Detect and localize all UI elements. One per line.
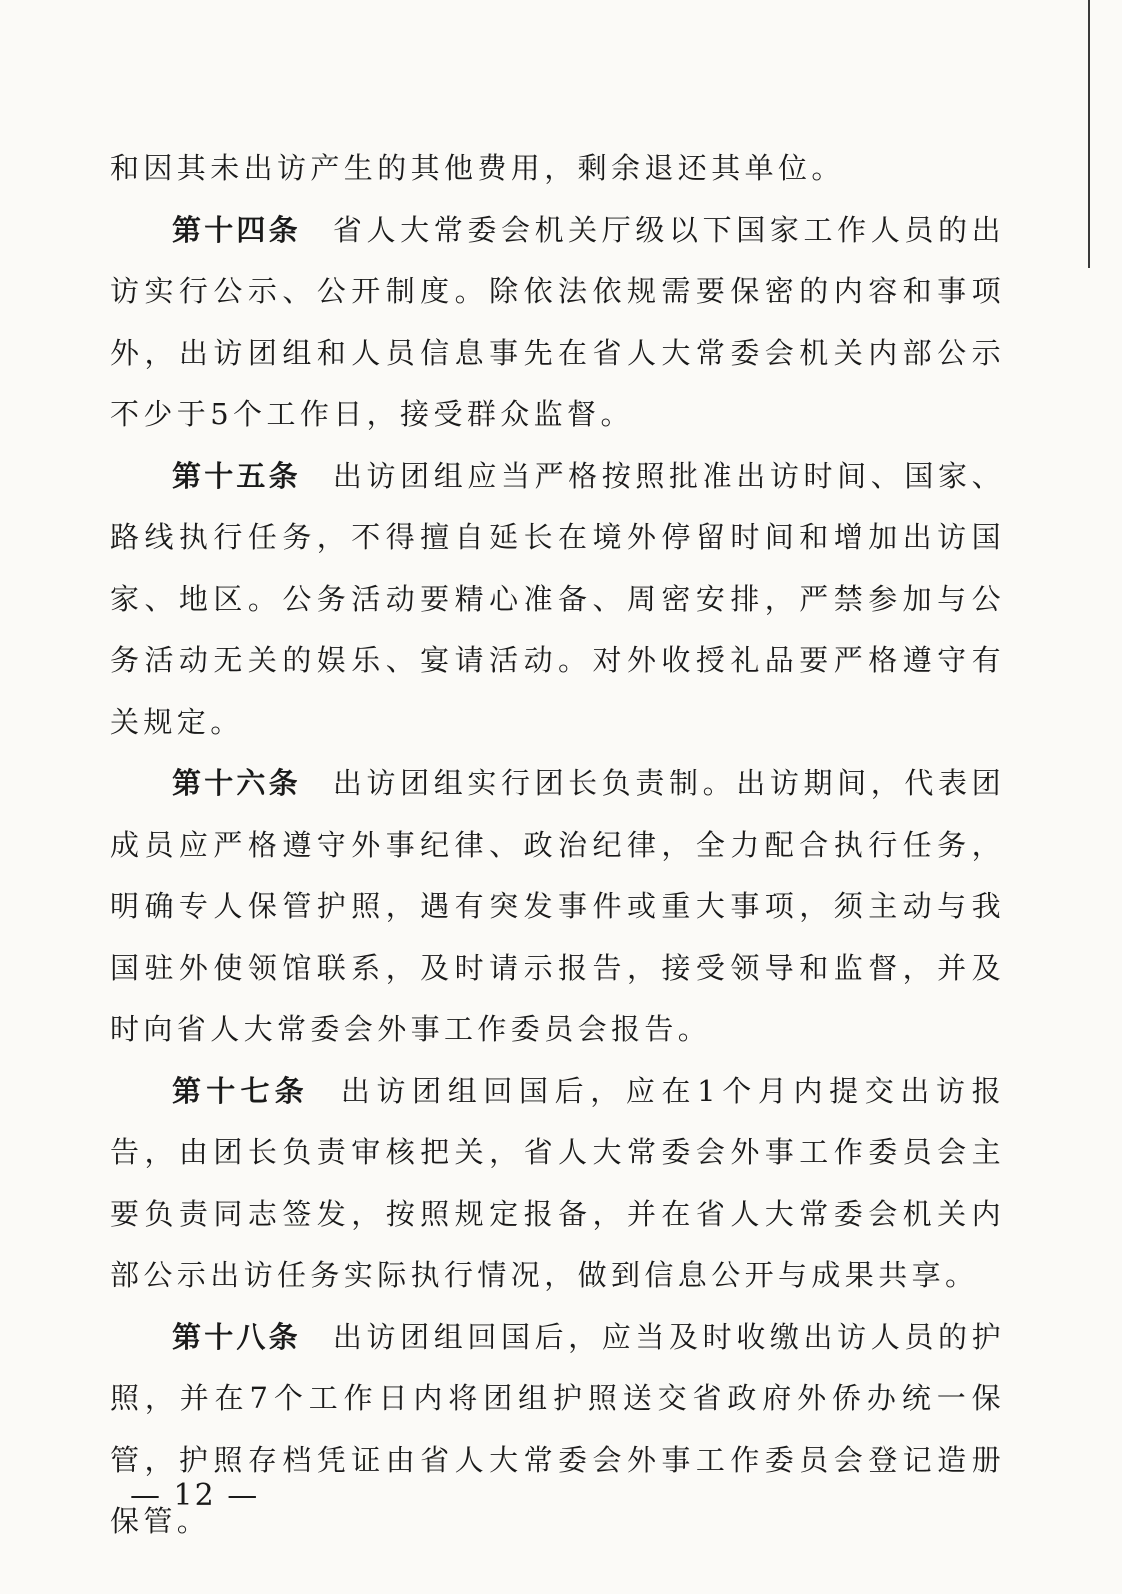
continuation-paragraph: 和因其未出访产生的其他费用，剩余退还其单位。 — [110, 151, 845, 185]
article-text: 出访团组应当严格按照批准出访时间、国家、路线执行任务，不得擅自延长在境外停留时间和增加出访国家、地区。公务活动要精心准备、周密安排，严禁参加与公务活动无关的娱乐、宴请活动。对外收授礼品要严格遵守有关规定。 — [110, 458, 1005, 739]
article-14 — [110, 200, 1005, 446]
article-number: 第十八条 — [172, 1319, 301, 1354]
article-number: 第十五条 — [172, 458, 301, 493]
article-number: 第十四条 — [172, 212, 301, 247]
article-18 — [110, 1307, 1005, 1553]
article-number: 第十六条 — [172, 766, 301, 800]
scan-edge-line — [1088, 0, 1090, 268]
article-16 — [110, 753, 1005, 1061]
article-text: 出访团组回国后，应在1个月内提交出访报告，由团长负责审核把关，省人大常委会外事工作委员会主要负责同志签发，按照规定报备，并在省人大常委会机关内部公示出访任务实际执行情况，做到信息公开与成果共享。 — [110, 1073, 1005, 1292]
article-17 — [110, 1061, 1005, 1307]
page-number: — 12 — — [130, 1478, 260, 1513]
article-15 — [110, 446, 1005, 754]
document-body — [110, 138, 1005, 1553]
article-text: 省人大常委会机关厅级以下国家工作人员的出访实行公示、公开制度。除依法依规需要保密的内容和事项外，出访团组和人员信息事先在省人大常委会机关内部公示不少于5个工作日，接受群众监督。 — [110, 212, 1005, 431]
article-text: 出访团组回国后，应当及时收缴出访人员的护照，并在7个工作日内将团组护照送交省政府外侨办统一保管，护照存档凭证由省人大常委会外事工作委员会登记造册保管。 — [110, 1319, 1005, 1538]
article-number: 第十七条 — [172, 1073, 309, 1108]
article-text: 出访团组实行团长负责制。出访期间，代表团成员应严格遵守外事纪律、政治纪律，全力配合执行任务，明确专人保管护照，遇有突发事件或重大事项，须主动与我国驻外使领馆联系，及时请示报告，接受领导和监督，并及时向省人大常委会外事工作委员会报告。 — [110, 766, 1005, 1046]
